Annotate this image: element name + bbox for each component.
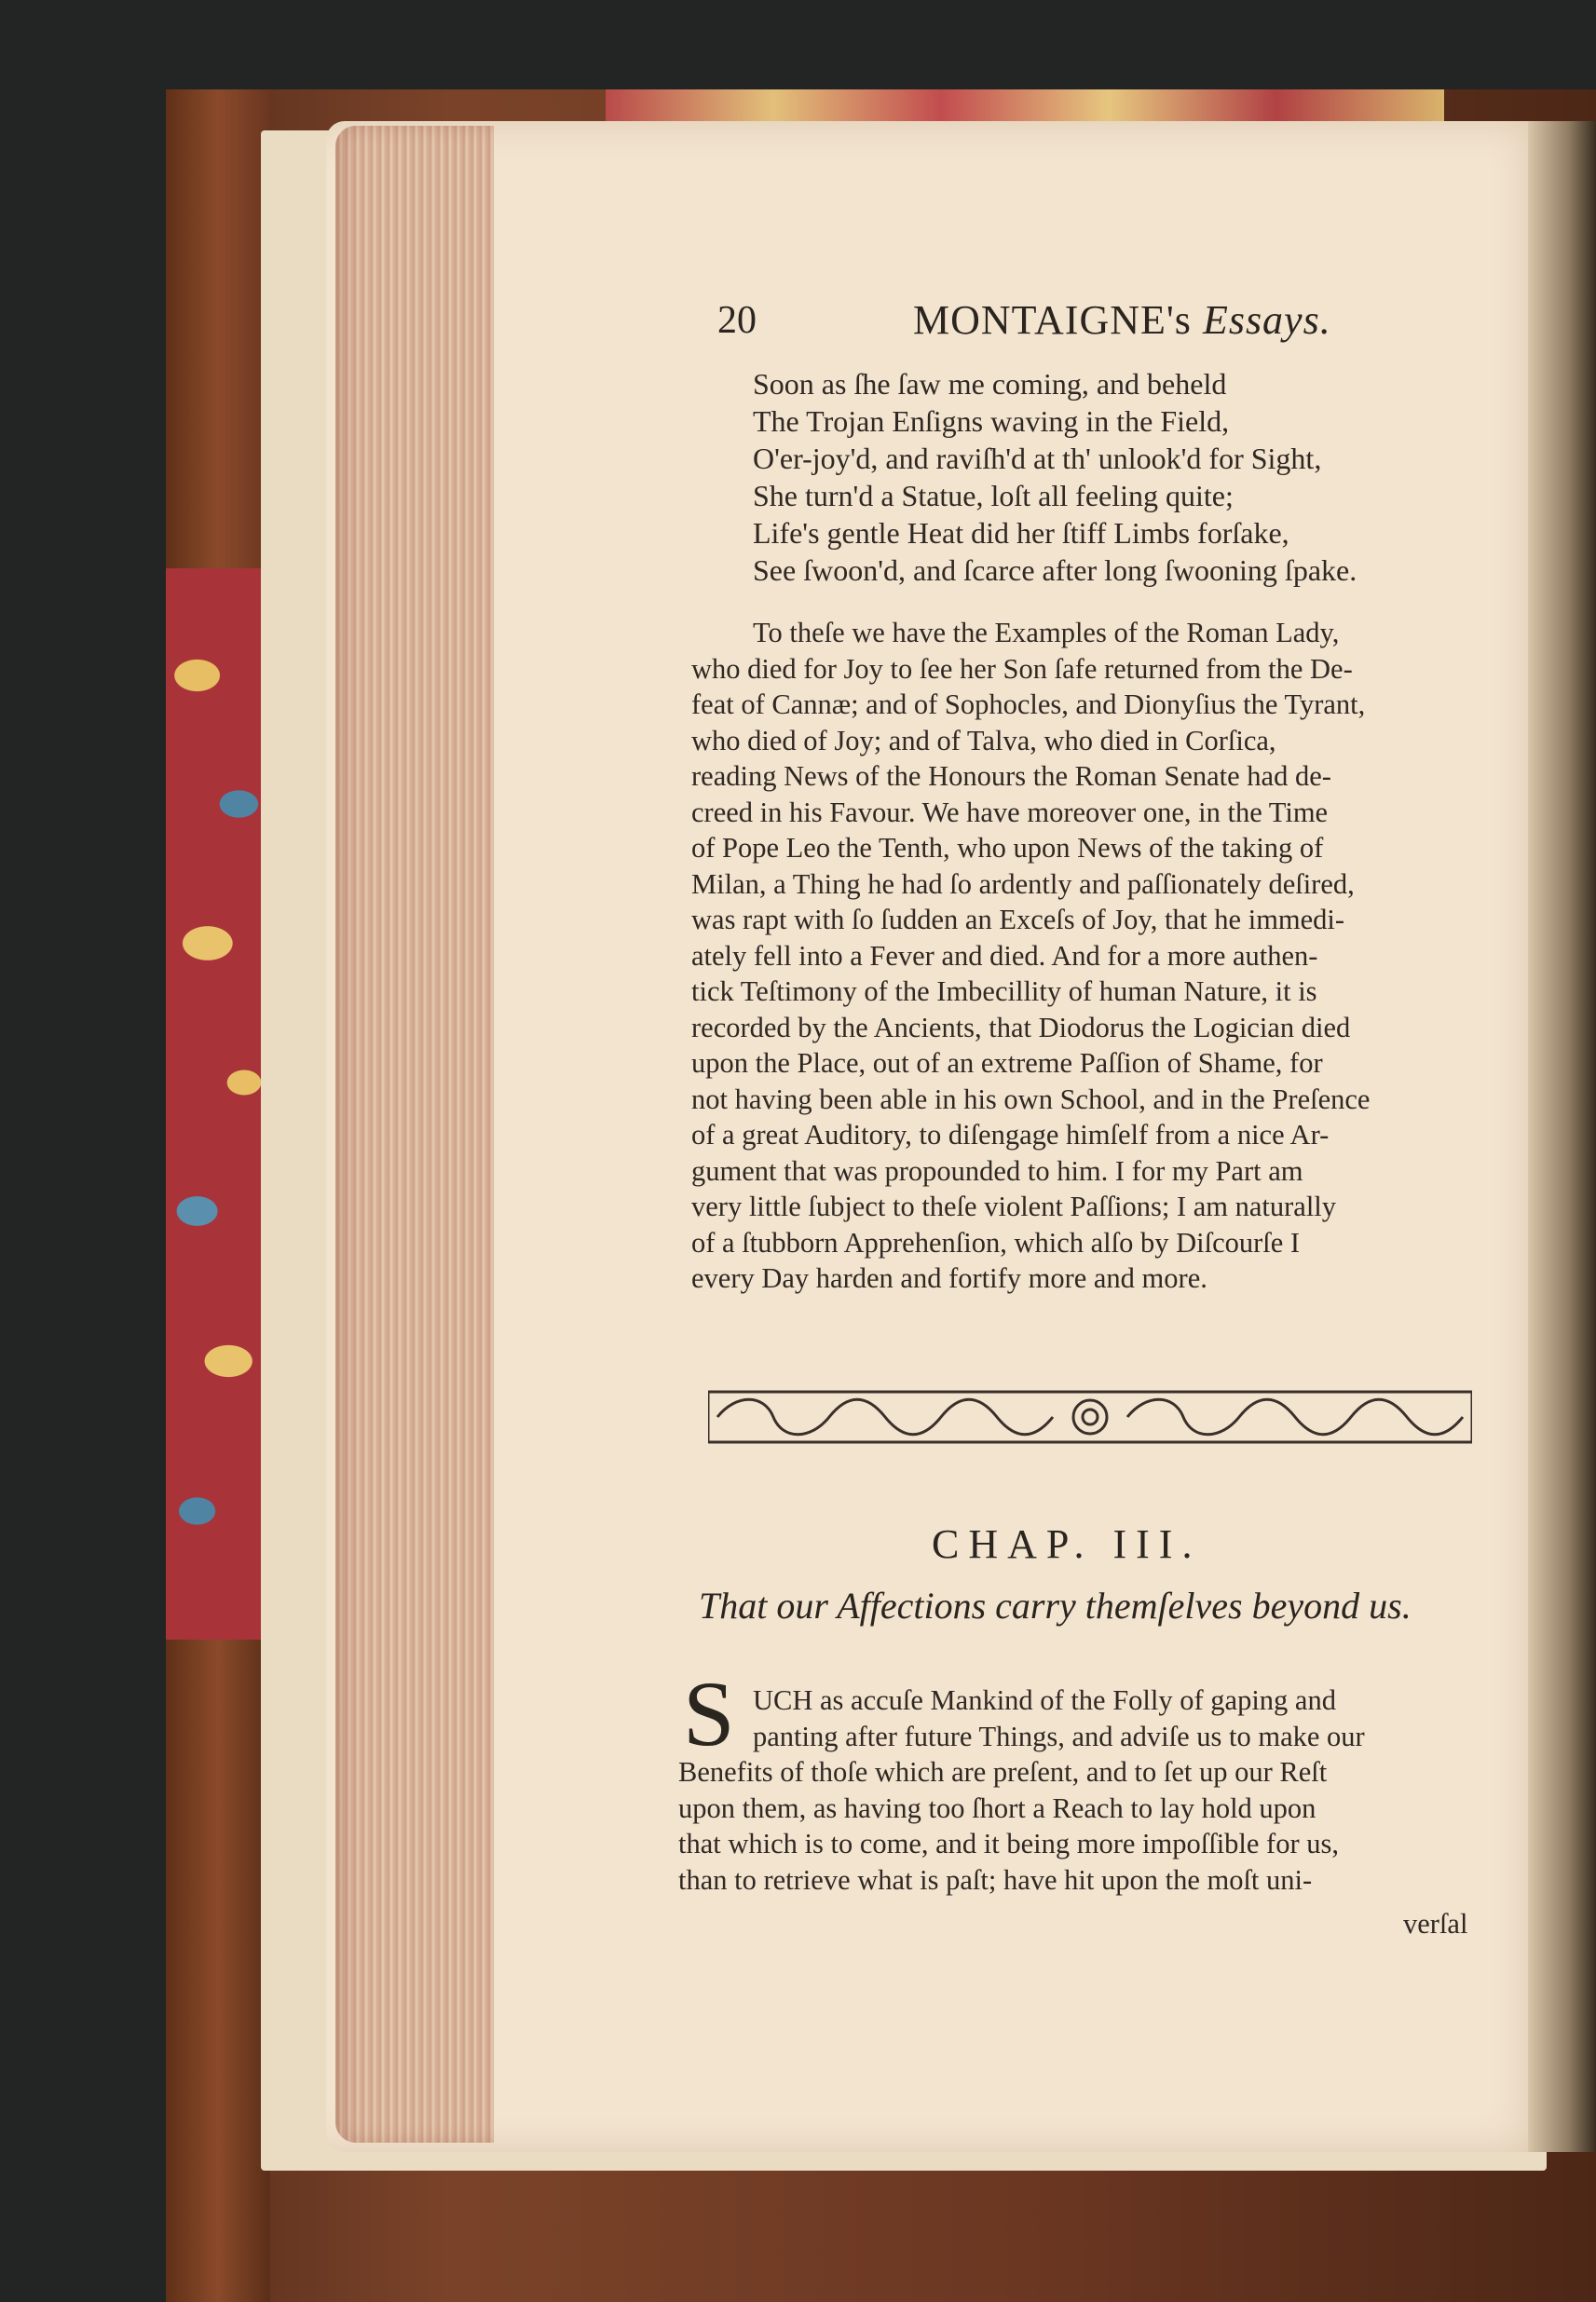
page-edges [335, 126, 494, 2143]
paragraph-line: gument that was propounded to him. I for my Part am [691, 1154, 1303, 1187]
paragraph-line: upon them, as having too ſhort a Reach to lay hold upon [678, 1791, 1316, 1824]
paragraph-line: recorded by the Ancients, that Diodorus the Logician died [691, 1011, 1351, 1043]
verse-block [753, 365, 1357, 589]
paragraph-line: of a ſtubborn Apprehenſion, which alſo by Diſcourſe I [691, 1226, 1301, 1259]
paragraph-line: who died for Joy to ſee her Son ſafe returned from the De- [691, 652, 1353, 685]
paragraph-line: than to retrieve what is paſt; have hit upon the moſt uni- [678, 1863, 1313, 1896]
running-header-title: MONTAIGNE's [913, 297, 1192, 343]
chapter-body [678, 1754, 1339, 1898]
paragraph-line: upon the Place, out of an extreme Paſſion of Shame, for [691, 1047, 1323, 1079]
verse-line: She turn'd a Statue, loſt all feeling quite; [753, 479, 1234, 512]
paragraph-line: creed in his Favour. We have moreover one, in the Time [691, 796, 1329, 828]
paragraph-line: ately fell into a Fever and died. And for a more authen- [691, 939, 1318, 972]
paragraph-line: feat of Cannæ; and of Sophocles, and Dionyſius the Tyrant, [691, 688, 1366, 720]
paragraph-line: of Pope Leo the Tenth, who upon News of the taking of [691, 832, 1324, 864]
paragraph-line: panting after future Things, and adviſe us to make our [753, 1720, 1365, 1752]
verse-line: O'er-joy'd, and raviſh'd at th' unlook'd for Sight, [753, 442, 1322, 475]
running-header-italic: Essays. [1202, 297, 1331, 343]
paragraph-line: was rapt with ſo ſudden an Exceſs of Joy, that he immedi- [691, 904, 1345, 935]
decorative-ornament-band [708, 1386, 1472, 1448]
paragraph-line: reading News of the Honours the Roman Senate had de- [691, 760, 1331, 792]
chapter-heading: CHAP. III. [932, 1521, 1202, 1567]
paragraph-line: To theſe we have the Examples of the Roman Lady, [753, 617, 1340, 648]
verse-line: Soon as ſhe ſaw me coming, and beheld [753, 367, 1227, 401]
body-paragraph [691, 615, 1370, 1297]
running-header [913, 296, 1331, 344]
paragraph-line: that which is to come, and it being more impoſſible for us, [678, 1828, 1339, 1859]
verse-line: Life's gentle Heat did her ſtiff Limbs forſake, [753, 516, 1289, 550]
paragraph-line: every Day harden and fortify more and more. [691, 1262, 1207, 1294]
paragraph-line: UCH as accuſe Mankind of the Folly of gaping and [753, 1684, 1336, 1716]
marbled-endpaper [166, 568, 270, 1640]
paragraph-line: very little ſubject to theſe violent Paſſions; I am naturally [691, 1191, 1337, 1222]
paragraph-line: who died of Joy; and of Talva, who died in Corſica, [691, 724, 1276, 756]
paragraph-line: not having been able in his own School, and in the Preſence [691, 1083, 1371, 1115]
drop-cap: S [683, 1662, 735, 1765]
verse-line: The Trojan Enſigns waving in the Field, [753, 404, 1230, 438]
page-gutter [1528, 121, 1596, 2152]
spine-leather-top [166, 89, 270, 574]
page-number: 20 [717, 299, 757, 342]
chapter-subtitle: That our Affections carry themſelves beyond us. [699, 1585, 1412, 1627]
paragraph-line: Milan, a Thing he had ſo ardently and paſſionately deſired, [691, 867, 1355, 900]
paragraph-line: of a great Auditory, to diſengage himſelf from a nice Ar- [691, 1119, 1330, 1151]
verse-line: See ſwoon'd, and ſcarce after long ſwooning ſpake. [753, 553, 1357, 587]
paragraph-line: tick Teſtimony of the Imbecillity of human Nature, it is [691, 975, 1317, 1007]
catchword: verſal [1403, 1908, 1468, 1940]
paragraph-line: Benefits of thoſe which are preſent, and to ſet up our Reſt [678, 1756, 1328, 1788]
spine-leather-bottom [166, 1640, 270, 2302]
chapter-opening-lines [753, 1682, 1365, 1754]
